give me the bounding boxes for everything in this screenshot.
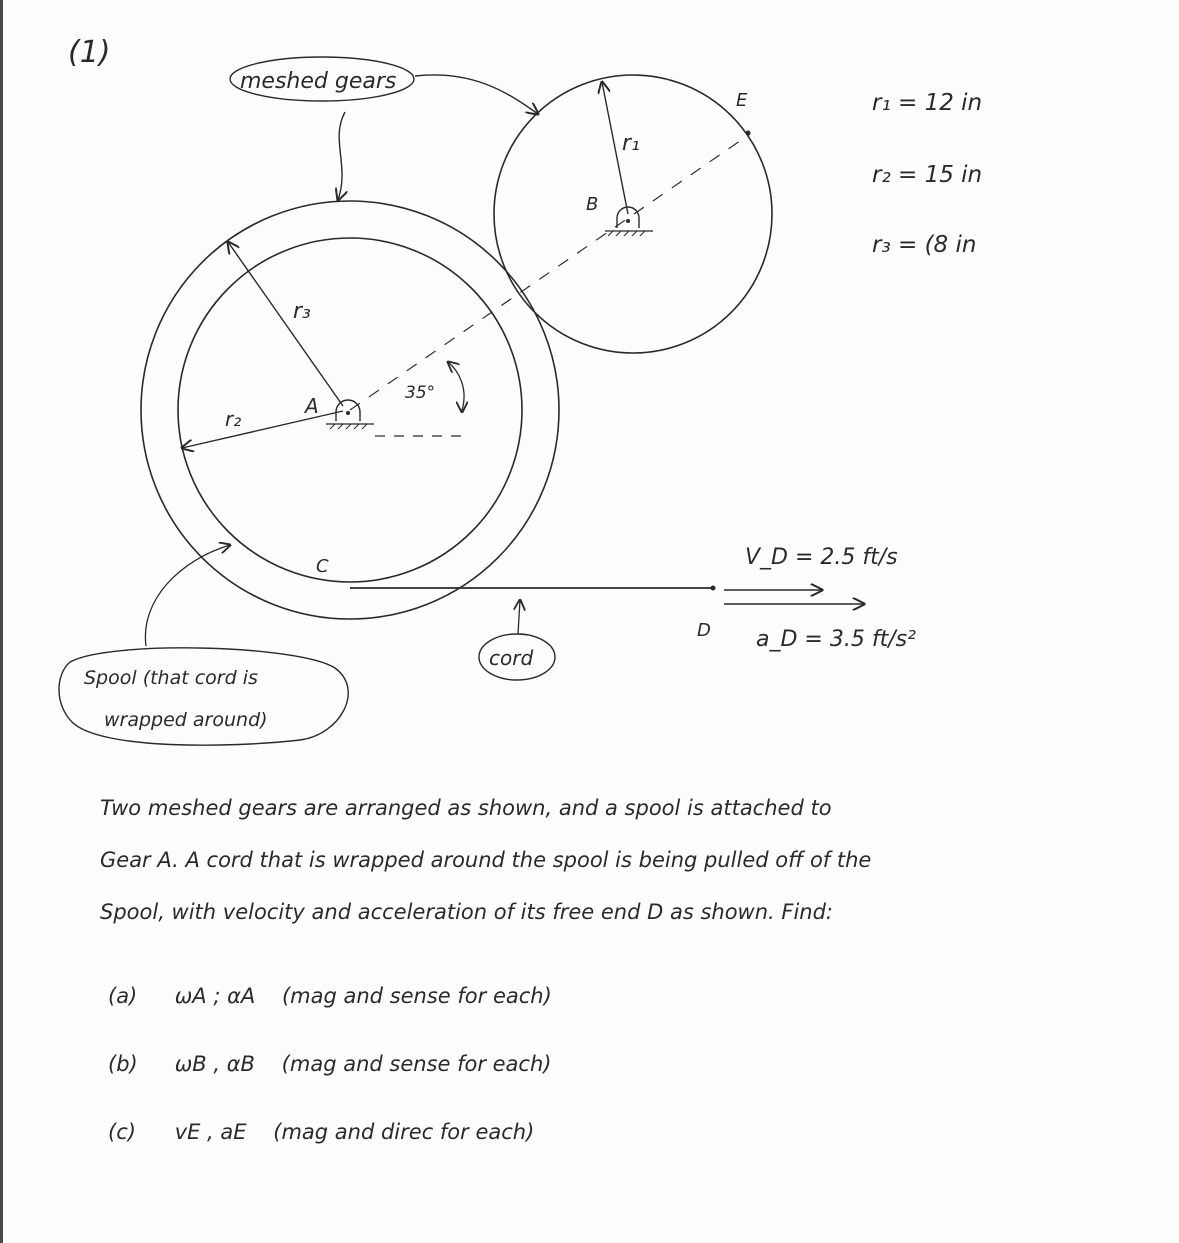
ad-label: a_D = 3.5 ft/s² <box>756 627 916 652</box>
vd-label: V_D = 2.5 ft/s <box>745 545 898 570</box>
spool-label-2: wrapped around) <box>104 709 268 731</box>
part-c-note: (mag and direc for each) <box>273 1120 535 1144</box>
spool-callout-arrow <box>145 545 230 646</box>
angle-label: 35° <box>405 383 436 403</box>
r1-value: r₁ = 12 in <box>872 90 983 116</box>
part-c-quantities: vE , aE <box>174 1120 247 1144</box>
point-c-label: C <box>316 556 329 577</box>
part-a <box>108 970 552 1038</box>
r1-label: r₁ <box>622 131 640 156</box>
part-a-label: (a) <box>108 984 138 1008</box>
r2-label: r₂ <box>225 407 242 431</box>
pin-b-center <box>626 219 630 223</box>
point-d-label: D <box>697 620 711 641</box>
meshed-gears-arrow-down <box>338 112 345 200</box>
spool-label-1: Spool (that cord is <box>84 667 258 689</box>
part-a-note: (mag and sense for each) <box>281 984 552 1008</box>
cord-callout-arrow <box>518 600 520 634</box>
ground-b-hatch <box>608 231 645 236</box>
point-d <box>711 586 716 591</box>
part-b <box>108 1038 552 1106</box>
problem-number: (1) <box>68 35 111 70</box>
part-b-note: (mag and sense for each) <box>281 1052 552 1076</box>
r3-value: r₃ = (8 in <box>872 232 977 258</box>
point-e-label: E <box>736 90 748 111</box>
radius-r3 <box>228 242 343 406</box>
part-b-quantities: ωB , αB <box>174 1052 255 1076</box>
point-a-label: A <box>305 394 319 418</box>
statement-line-1: Two meshed gears are arranged as shown, and a spool is attached to <box>100 796 832 820</box>
part-a-quantities: ωA ; αA <box>174 984 256 1008</box>
cord-callout-label: cord <box>489 646 534 670</box>
meshed-gears-label: meshed gears <box>240 69 397 94</box>
pin-a <box>336 400 360 421</box>
question-parts <box>108 970 552 1174</box>
center-line <box>350 134 750 410</box>
radius-r2 <box>182 411 343 448</box>
pin-b <box>617 207 639 228</box>
meshed-gears-arrow-right <box>415 75 538 114</box>
part-c <box>108 1106 552 1174</box>
pin-a-center <box>346 411 350 415</box>
r2-value: r₂ = 15 in <box>872 162 983 188</box>
problem-statement <box>100 782 1140 938</box>
point-b-label: B <box>586 194 599 215</box>
r3-label: r₃ <box>293 299 311 324</box>
gear-b <box>494 75 772 353</box>
statement-line-2: Gear A. A cord that is wrapped around the spool is being pulled off of the <box>100 848 872 872</box>
angle-arc <box>448 362 464 410</box>
part-c-label: (c) <box>108 1120 136 1144</box>
ground-a-hatch <box>330 424 367 429</box>
part-b-label: (b) <box>108 1052 138 1076</box>
statement-line-3: Spool, with velocity and acceleration of its free end D as shown. Find: <box>100 900 834 924</box>
